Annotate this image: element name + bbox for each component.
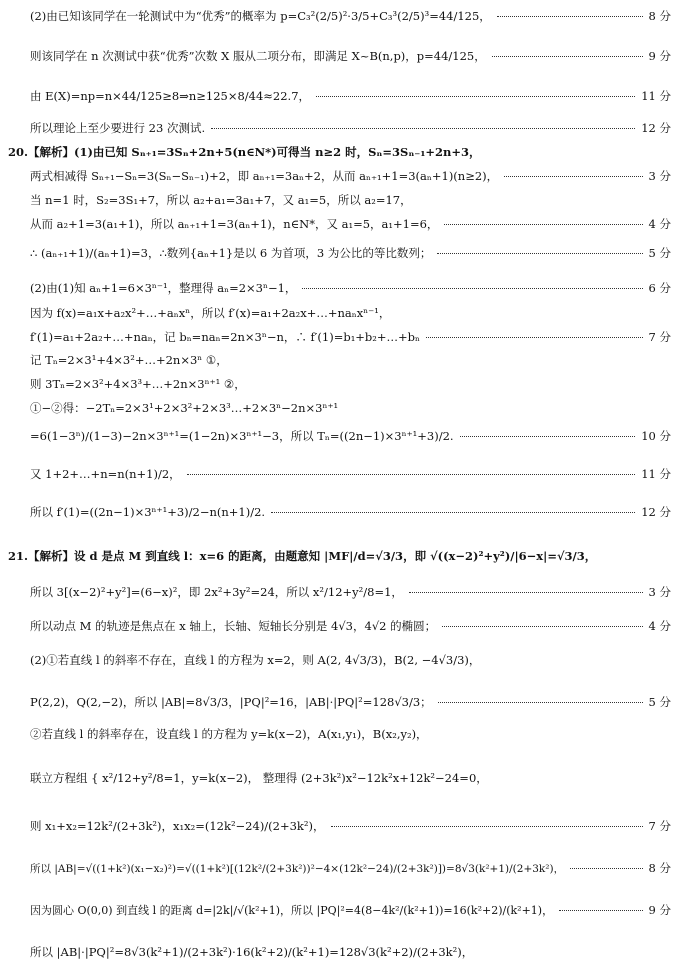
line-8	[30, 216, 671, 232]
score-label: 7 分	[648, 330, 671, 344]
leader-dots	[559, 909, 642, 911]
line-text: 所以 |AB|=√((1+k²)(x₁−x₂)²)=√((1+k²)[(12k²/(2+3k²))²−4×(12k²−24)/(2+3k²)])=8√3(k²+1)/(2+3k²)，	[30, 862, 565, 875]
line-25	[30, 770, 671, 786]
leader-dots	[331, 825, 643, 827]
line-5	[8, 144, 671, 160]
score-label: 8 分	[648, 9, 671, 23]
score-label: 6 分	[648, 281, 671, 295]
score-label: 5 分	[648, 695, 671, 709]
line-text: 联立方程组 { x²/12+y²/8=1，y=k(x−2)， 整理得 (2+3k²)x²−12k²x+12k²−24=0，	[30, 771, 488, 785]
line-text: 因为 f(x)=a₁x+a₂x²+…+aₙxⁿ，所以 f′(x)=a₁+2a₂x+…+naₙxⁿ⁻¹，	[30, 306, 391, 320]
line-text: 所以理论上至少要进行 23 次测试.	[30, 121, 206, 135]
score-label: 12 分	[641, 505, 671, 519]
score-label: 10 分	[641, 429, 671, 443]
line-text: 因为圆心 O(0,0) 到直线 l 的距离 d=|2k|/√(k²+1)，所以 |PQ|²=4(8−4k²/(k²+1))=16(k²+2)/(k²+1)，	[30, 904, 554, 917]
line-1	[30, 8, 671, 24]
leader-dots	[426, 336, 642, 338]
line-10	[30, 280, 671, 296]
line-text: 所以 3[(x−2)²+y²]=(6−x)²，即 2x²+3y²=24，所以 x²/12+y²/8=1，	[30, 585, 403, 599]
line-3	[30, 88, 671, 104]
line-text: 由 E(X)=np=n×44/125≥8⇒n≥125×8/44≈22.7，	[30, 89, 311, 103]
line-text: 所以动点 M 的轨迹是焦点在 x 轴上，长轴、短轴长分别是 4√3，4√2 的椭圆；	[30, 619, 437, 633]
line-2	[30, 48, 671, 64]
score-label: 4 分	[648, 619, 671, 633]
line-text: 则该同学在 n 次测试中获“优秀”次数 X 服从二项分布，即满足 X~B(n,p)，p=44/125，	[30, 49, 486, 63]
score-label: 9 分	[648, 903, 671, 917]
leader-dots	[504, 175, 642, 177]
line-13	[30, 352, 671, 368]
leader-dots	[437, 252, 642, 254]
line-27	[30, 860, 671, 876]
line-20	[30, 584, 671, 600]
line-text: P(2,2)，Q(2,−2)，所以 |AB|=8√3/3，|PQ|²=16，|AB|·|PQ|²=128√3/3；	[30, 695, 432, 709]
line-text: ②若直线 l 的斜率存在，设直线 l 的方程为 y=k(x−2)，A(x₁,y₁)，B(x₂,y₂)，	[30, 727, 428, 741]
leader-dots	[438, 701, 643, 703]
score-label: 5 分	[648, 246, 671, 260]
line-11	[30, 305, 671, 321]
line-19	[8, 548, 671, 564]
leader-dots	[271, 511, 635, 513]
line-15	[30, 400, 671, 416]
leader-dots	[409, 591, 643, 593]
leader-dots	[302, 287, 642, 289]
line-text: ∴ (aₙ₊₁+1)/(aₙ+1)=3，∴数列{aₙ+1}是以 6 为首项，3 为公比的等比数列；	[30, 246, 432, 260]
score-label: 3 分	[648, 585, 671, 599]
line-17	[30, 466, 671, 482]
leader-dots	[187, 473, 636, 475]
leader-dots	[316, 95, 635, 97]
line-22	[30, 652, 671, 668]
score-label: 8 分	[648, 861, 671, 875]
line-text: 又 1+2+…+n=n(n+1)/2，	[30, 467, 181, 481]
score-label: 11 分	[641, 467, 671, 481]
line-text: (2)由(1)知 aₙ+1=6×3ⁿ⁻¹，整理得 aₙ=2×3ⁿ−1，	[30, 281, 297, 295]
line-text: 从而 a₂+1=3(a₁+1)，所以 aₙ₊₁+1=3(aₙ+1)，n∈N*，又 a₁=5，a₁+1=6，	[30, 217, 439, 231]
leader-dots	[444, 223, 642, 225]
line-text: 则 x₁+x₂=12k²/(2+3k²)，x₁x₂=(12k²−24)/(2+3k²)，	[30, 819, 325, 833]
line-text: 所以 f′(1)=((2n−1)×3ⁿ⁺¹+3)/2−n(n+1)/2.	[30, 505, 266, 519]
line-12	[30, 329, 671, 345]
line-6	[30, 168, 671, 184]
line-7	[30, 192, 671, 208]
line-16	[30, 428, 671, 444]
line-18	[30, 504, 671, 520]
line-text: 则 3Tₙ=2×3²+4×3³+…+2n×3ⁿ⁺¹ ②，	[30, 377, 246, 391]
line-text: 两式相减得 Sₙ₊₁−Sₙ=3(Sₙ−Sₙ₋₁)+2，即 aₙ₊₁=3aₙ+2，从而 aₙ₊₁+1=3(aₙ+1)(n≥2)，	[30, 169, 499, 183]
line-14	[30, 376, 671, 392]
line-text: =6(1−3ⁿ)/(1−3)−2n×3ⁿ⁺¹=(1−2n)×3ⁿ⁺¹−3，所以 Tₙ=((2n−1)×3ⁿ⁺¹+3)/2.	[30, 429, 454, 443]
line-text: 所以 |AB|·|PQ|²=8√3(k²+1)/(2+3k²)·16(k²+2)/(k²+1)=128√3(k²+2)/(2+3k²)，	[30, 945, 474, 959]
leader-dots	[570, 867, 642, 869]
score-label: 3 分	[648, 169, 671, 183]
line-28	[30, 902, 671, 918]
line-text: ①−②得：−2Tₙ=2×3¹+2×3²+2×3³…+2×3ⁿ−2n×3ⁿ⁺¹	[30, 401, 339, 415]
score-label: 9 分	[648, 49, 671, 63]
line-29	[30, 944, 671, 960]
line-23	[30, 694, 671, 710]
problem-21-heading: 21.【解析】设 d 是点 M 到直线 l：x=6 的距离，由题意知 |MF|/d=√3/3，即 √((x−2)²+y²)/|6−x|=√3/3，	[8, 549, 597, 563]
score-label: 11 分	[641, 89, 671, 103]
score-label: 7 分	[648, 819, 671, 833]
line-text: (2)由已知该同学在一轮测试中为“优秀”的概率为 p=C₃²(2/5)²·3/5+C₃³(2/5)³=44/125，	[30, 9, 491, 23]
line-text: 当 n=1 时，S₂=3S₁+7，所以 a₂+a₁=3a₁+7，又 a₁=5，所以 a₂=17，	[30, 193, 412, 207]
score-label: 4 分	[648, 217, 671, 231]
line-26	[30, 818, 671, 834]
leader-dots	[497, 15, 643, 17]
line-9	[30, 245, 671, 261]
leader-dots	[492, 55, 643, 57]
line-text: f′(1)=a₁+2a₂+…+naₙ，记 bₙ=naₙ=2n×3ⁿ−n，∴ f′(1)=b₁+b₂+…+bₙ	[30, 330, 421, 344]
problem-20-heading: 20.【解析】(1)由已知 Sₙ₊₁=3Sₙ+2n+5(n∈N*)可得当 n≥2 时，Sₙ=3Sₙ₋₁+2n+3，	[8, 145, 481, 159]
line-text: 记 Tₙ=2×3¹+4×3²+…+2n×3ⁿ ①，	[30, 353, 228, 367]
line-24	[30, 726, 671, 742]
line-text: (2)①若直线 l 的斜率不存在，直线 l 的方程为 x=2，则 A(2, 4√3/3)，B(2, −4√3/3)，	[30, 653, 481, 667]
leader-dots	[211, 127, 635, 129]
leader-dots	[460, 435, 636, 437]
score-label: 12 分	[641, 121, 671, 135]
leader-dots	[442, 625, 642, 627]
line-21	[30, 618, 671, 634]
line-4	[30, 120, 671, 136]
